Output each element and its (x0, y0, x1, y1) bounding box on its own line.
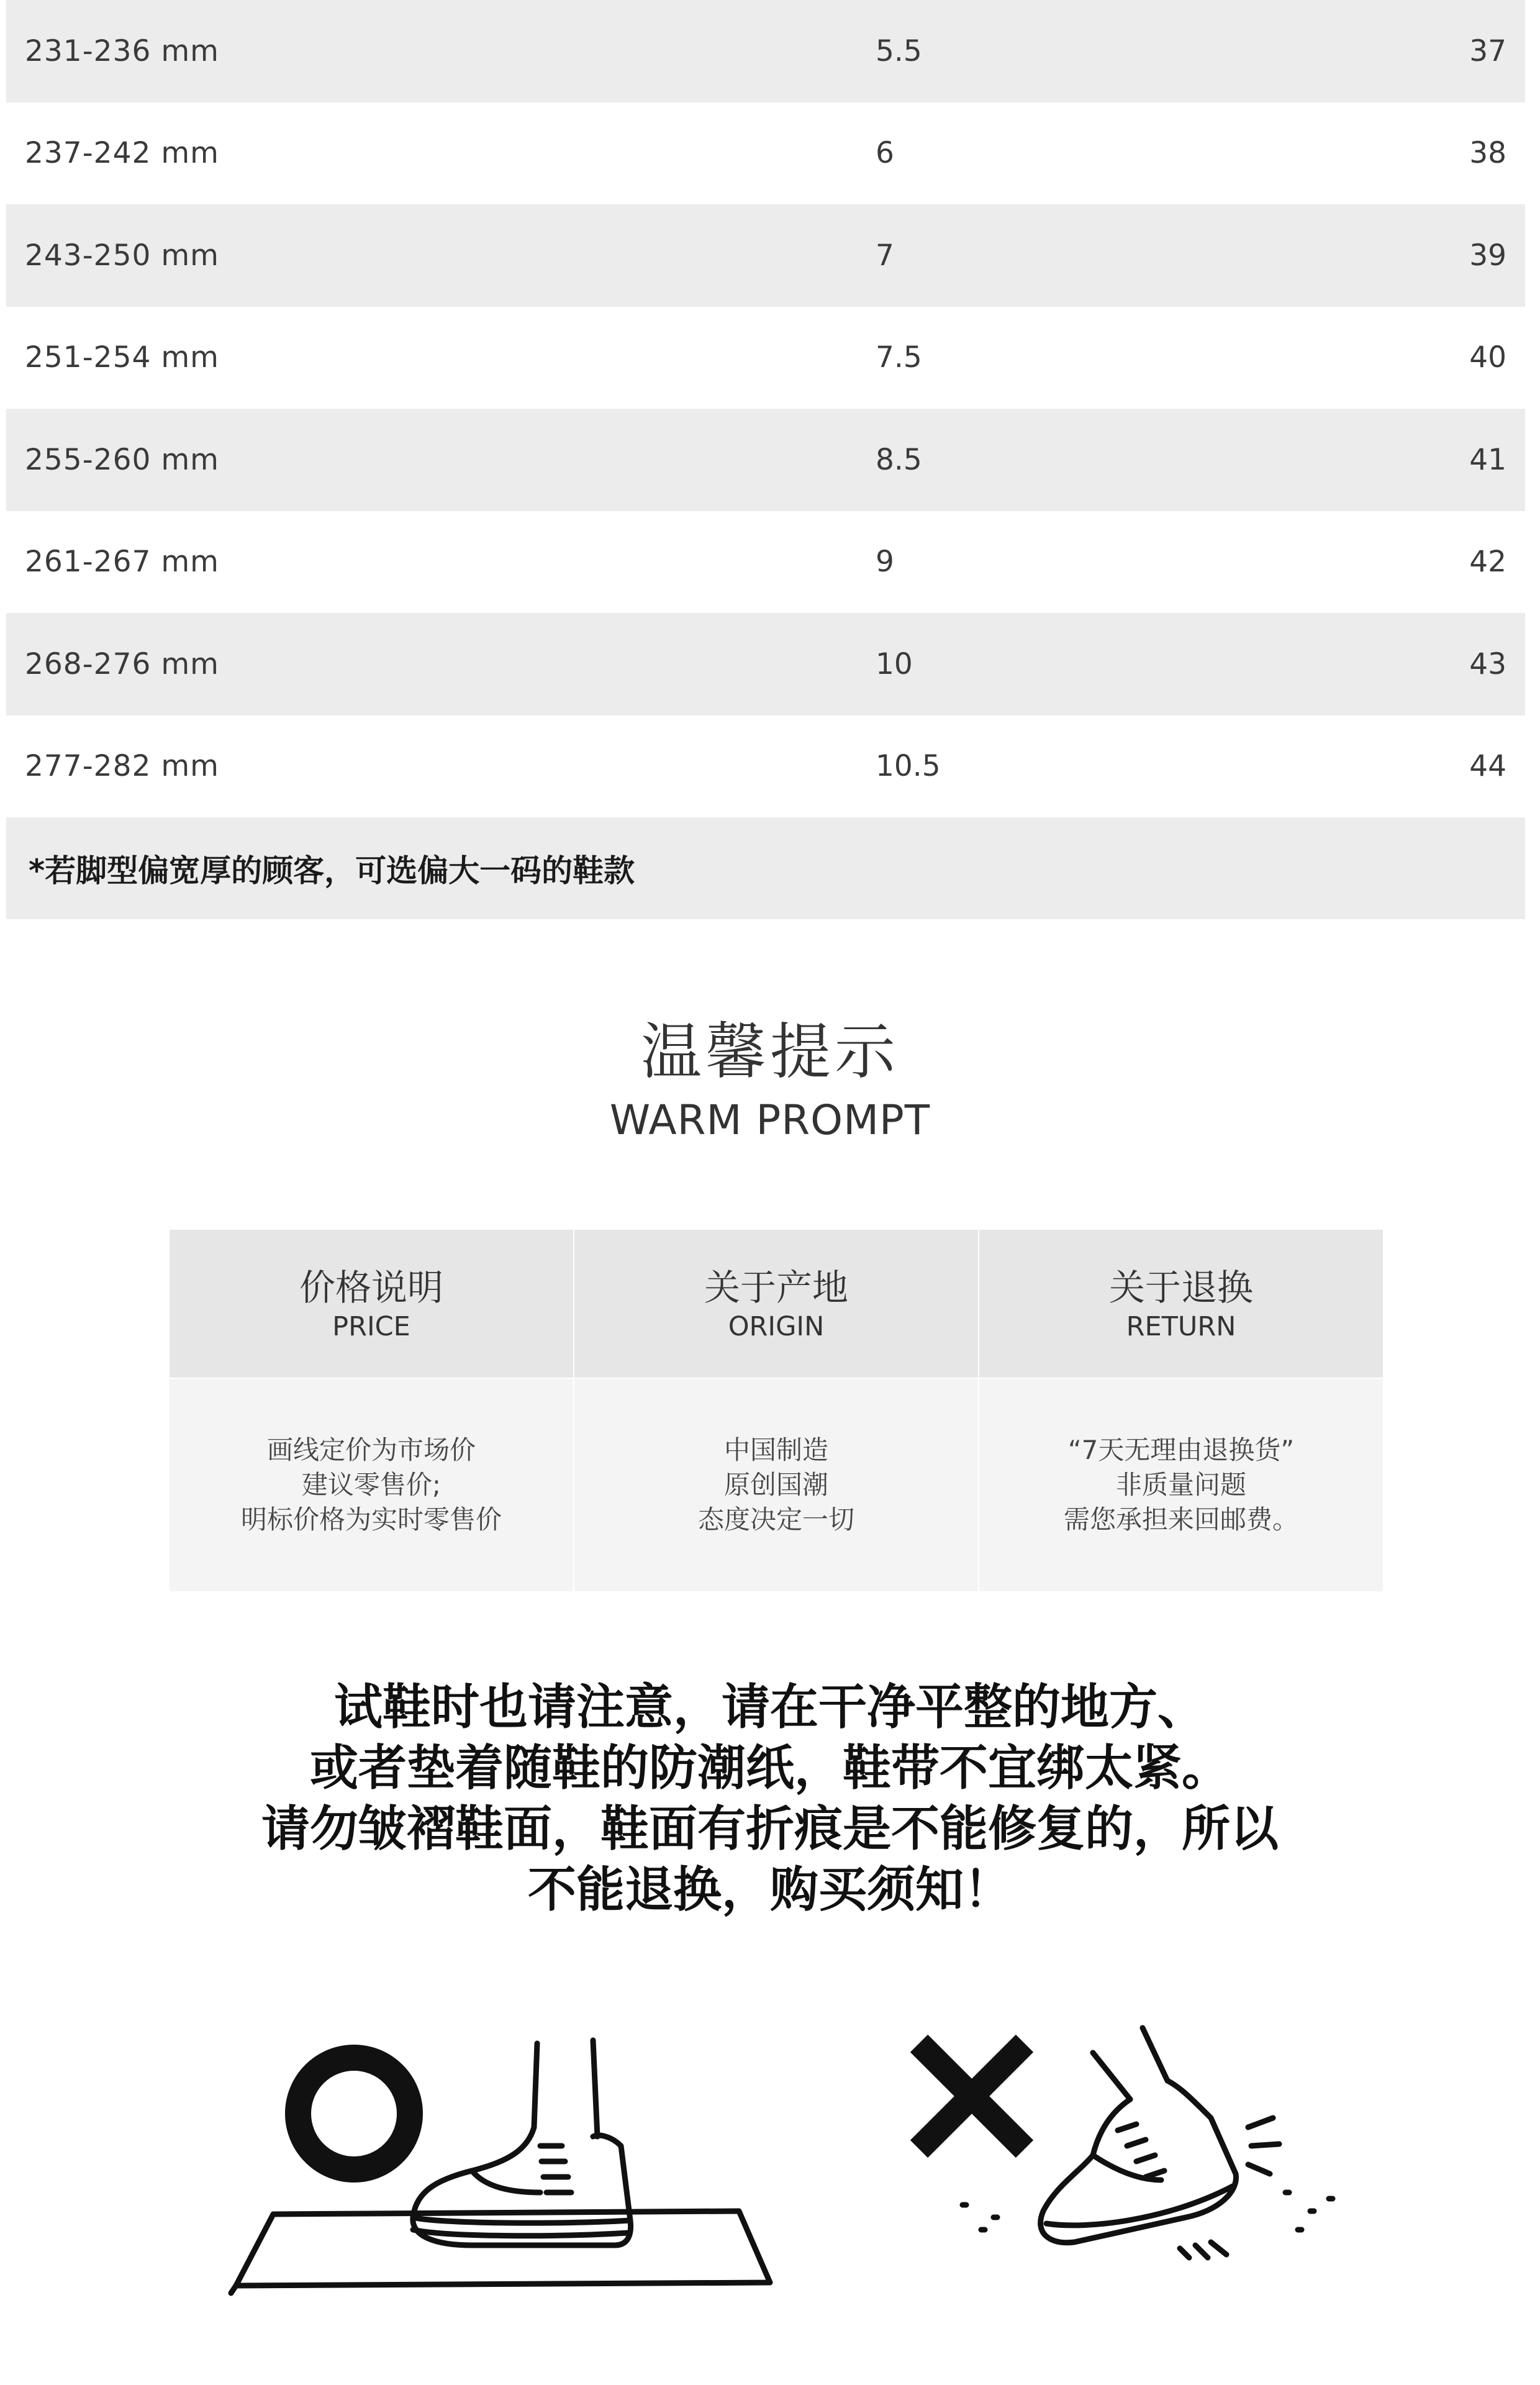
foot-length-cell: 251-254 mm (25, 340, 219, 375)
notice-line: 不能退换，购买须知！ (527, 1862, 1012, 1918)
size-note: *若脚型偏宽厚的顾客，可选偏大一码的鞋款 (29, 853, 635, 889)
foot-length-cell: 268-276 mm (25, 647, 219, 681)
info-box-subtitle: ORIGIN (728, 1311, 825, 1342)
info-box-title: 价格说明 (299, 1266, 443, 1309)
info-line: 明标价格为实时零售价 (240, 1504, 502, 1535)
info-line: “7天无理由退换货” (1067, 1435, 1295, 1465)
size-table (6, 0, 1525, 919)
us-size-cell: 9 (876, 545, 894, 579)
wrong-cross-icon (919, 2043, 1025, 2149)
table-row (6, 102, 1525, 205)
info-line: 中国制造 (723, 1435, 828, 1465)
table-row (6, 716, 1525, 818)
info-line: 非质量问题 (1115, 1470, 1246, 1500)
info-box-body (979, 1379, 1383, 1591)
info-line: 画线定价为市场价 (266, 1435, 476, 1465)
table-row (6, 511, 1525, 614)
table-row (6, 204, 1525, 307)
eu-size-cell: 38 (1469, 136, 1506, 171)
eu-size-cell: 41 (1469, 442, 1506, 477)
us-size-cell: 8.5 (876, 442, 922, 477)
table-row (6, 0, 1525, 102)
us-size-cell: 10 (876, 647, 913, 681)
info-box-subtitle: RETURN (1126, 1311, 1236, 1342)
us-size-cell: 10.5 (876, 749, 941, 784)
info-box-price (170, 1230, 573, 1591)
info-line: 需您承担来回邮费。 (1063, 1504, 1298, 1535)
info-boxes (170, 1230, 1383, 1591)
info-box-body (574, 1379, 978, 1591)
eu-size-cell: 40 (1469, 340, 1506, 375)
eu-size-cell: 43 (1469, 647, 1506, 681)
warm-prompt-subtitle: WARM PROMPT (609, 1096, 931, 1144)
us-size-cell: 7 (876, 238, 894, 273)
eu-size-cell: 39 (1469, 238, 1506, 273)
try-on-notice (0, 1677, 1540, 1920)
foot-length-cell: 237-242 mm (25, 136, 219, 171)
foot-length-cell: 255-260 mm (25, 442, 219, 477)
foot-length-cell: 277-282 mm (25, 749, 219, 784)
info-line: 建议零售价; (301, 1470, 442, 1500)
foot-length-cell: 243-250 mm (25, 238, 219, 273)
notice-line: 或者垫着随鞋的防潮纸，鞋带不宜绑太紧。 (309, 1740, 1230, 1796)
info-box-origin (574, 1230, 978, 1591)
table-row (6, 613, 1525, 716)
info-box-header (979, 1230, 1383, 1378)
eu-size-cell: 37 (1469, 34, 1506, 68)
info-line: 原创国潮 (723, 1470, 828, 1500)
info-box-header (574, 1230, 978, 1378)
us-size-cell: 6 (876, 136, 894, 171)
table-row (6, 409, 1525, 511)
notice-line: 试鞋时也请注意，请在干净平整的地方、 (333, 1679, 1206, 1735)
info-box-subtitle: PRICE (332, 1311, 410, 1342)
info-box-title: 关于产地 (704, 1266, 848, 1309)
try-on-illustrations (0, 2006, 1540, 2354)
correct-circle-icon (298, 2058, 410, 2169)
info-box-title: 关于退换 (1108, 1266, 1253, 1309)
foot-length-cell: 231-236 mm (25, 34, 219, 68)
info-box-return (979, 1230, 1383, 1591)
foot-length-cell: 261-267 mm (25, 545, 219, 579)
us-size-cell: 7.5 (876, 340, 922, 375)
us-size-cell: 5.5 (876, 34, 922, 68)
info-line: 态度决定一切 (697, 1504, 854, 1535)
table-row (6, 307, 1525, 409)
warm-prompt-title: 温馨提示 (640, 1017, 899, 1088)
eu-size-cell: 42 (1469, 545, 1506, 579)
eu-size-cell: 44 (1469, 749, 1506, 784)
info-box-body (170, 1379, 573, 1591)
notice-line: 请勿皱褶鞋面，鞋面有折痕是不能修复的，所以 (261, 1801, 1279, 1857)
size-note-row (6, 817, 1525, 919)
info-box-header (170, 1230, 573, 1378)
